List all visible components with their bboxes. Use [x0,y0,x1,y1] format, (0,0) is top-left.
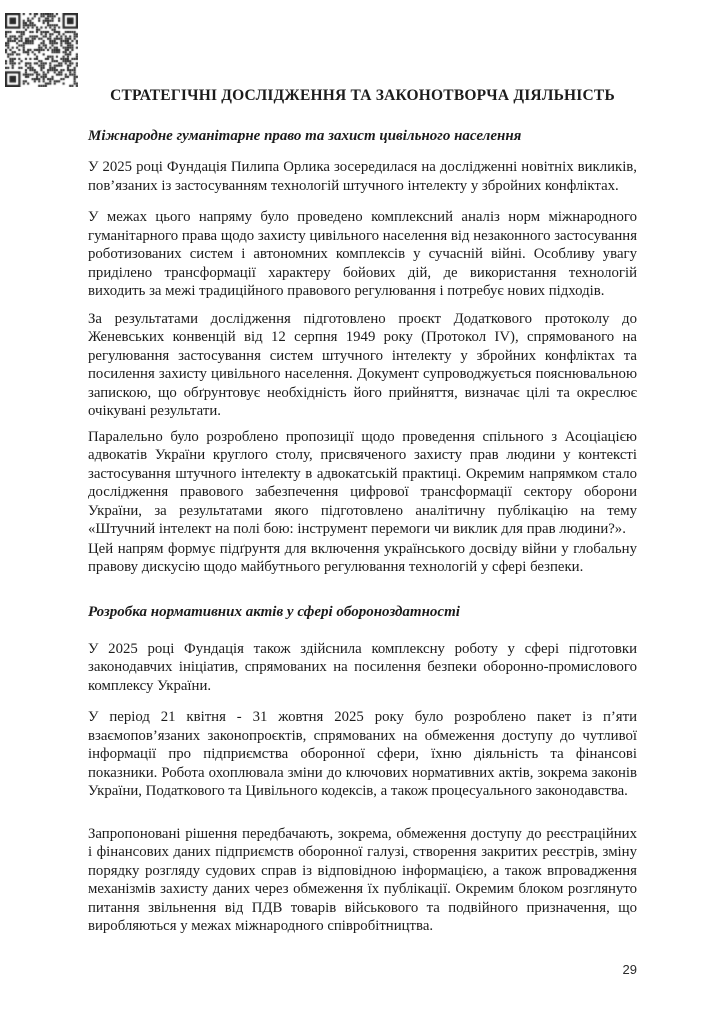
qr-code-icon [5,13,78,87]
paragraph: Запропоновані рішення передбачають, зокрема, обмеження доступу до реєстраційних і фінансових даних підприємств оборонної галузі, створення закритих реєстрів, зміну порядку розгляду судових справ із відповідною інформацією, а також впровадження механізмів захисту даних через обмеження їх публікації. Окремим блоком розглянуто питання звільнення від ПДВ товарів військового та подвійного призначення, що виробляються у межах міжнародного співробітництва. [88,825,637,934]
paragraph: У межах цього напряму було проведено комплексний аналіз норм міжнародного гуманітарного права щодо захисту цивільного населення від незаконного застосування роботизованих систем і автономних комплексів у сучасній війні. Особливу увагу приділено трансформації характеру бойових дій, де використання технологій виходить за межі традиційного правового регулювання і потребує нових підходів. [88,209,637,299]
paragraph: У період 21 квітня - 31 жовтня 2025 року було розроблено пакет із п’яти взаємопов’язаних законопроєктів, спрямованих на обмеження доступу до чутливої інформації про підприємства оборонної сфери, їхню діяльність та фінансові показники. Робота охоплювала зміни до ключових нормативних актів, зокрема законів України, Податкового та Цивільного кодексів, а також процесуального законодавства. [88,709,637,799]
section-heading-normative-acts-defense: Розробка нормативних актів у сфері обороноздатності [88,603,460,620]
document-content [88,0,637,977]
page-title: СТРАТЕГІЧНІ ДОСЛІДЖЕННЯ ТА ЗАКОНОТВОРЧА ДІЯЛЬНІСТЬ [110,87,615,104]
paragraph: Паралельно було розроблено пропозиції щодо проведення спільного з Асоціацією адвокатів України круглого столу, присвяченого захисту прав людини у контексті застосування штучного інтелекту в адвокатській практиці. Окремим напрямком стало дослідження правового забезпечення цифрової трансформації сектору оборони України, за результатами якого підготовлено аналітичну публікацію на тему «Штучний інтелект на полі бою: інструмент перемоги чи виклик для прав людини?». [88,428,637,537]
page-number: 29 [622,961,637,977]
paragraph: У 2025 році Фундація також здійснила комплексну роботу у сфері підготовки законодавчих ініціатив, спрямованих на посилення безпеки оборонно-промислового комплексу України. [88,640,637,694]
paragraph: У 2025 році Фундація Пилипа Орлика зосередилася на дослідженні новітніх викликів, пов’язаних із застосуванням технологій штучного інтелекту у збройних конфліктах. [88,159,637,194]
section-heading-international-humanitarian-law: Міжнародне гуманітарне право та захист цивільного населення [88,128,522,144]
paragraph: За результатами дослідження підготовлено проєкт Додаткового протоколу до Женевських конвенцій від 12 серпня 1949 року (Протокол IV), спрямованого на регулювання застосування систем штучного інтелекту у збройних конфліктах та посилення захисту цивільного населення. Документ супроводжується пояснювальною запискою, що обґрунтовує необхідність його прийняття, визначає цілі та окреслює очікувані результати. [88,310,637,419]
paragraph: Цей напрям формує підґрунтя для включення українського досвіду війни у глобальну правову дискусію щодо майбутнього регулювання технологій у сфері безпеки. [88,540,637,575]
